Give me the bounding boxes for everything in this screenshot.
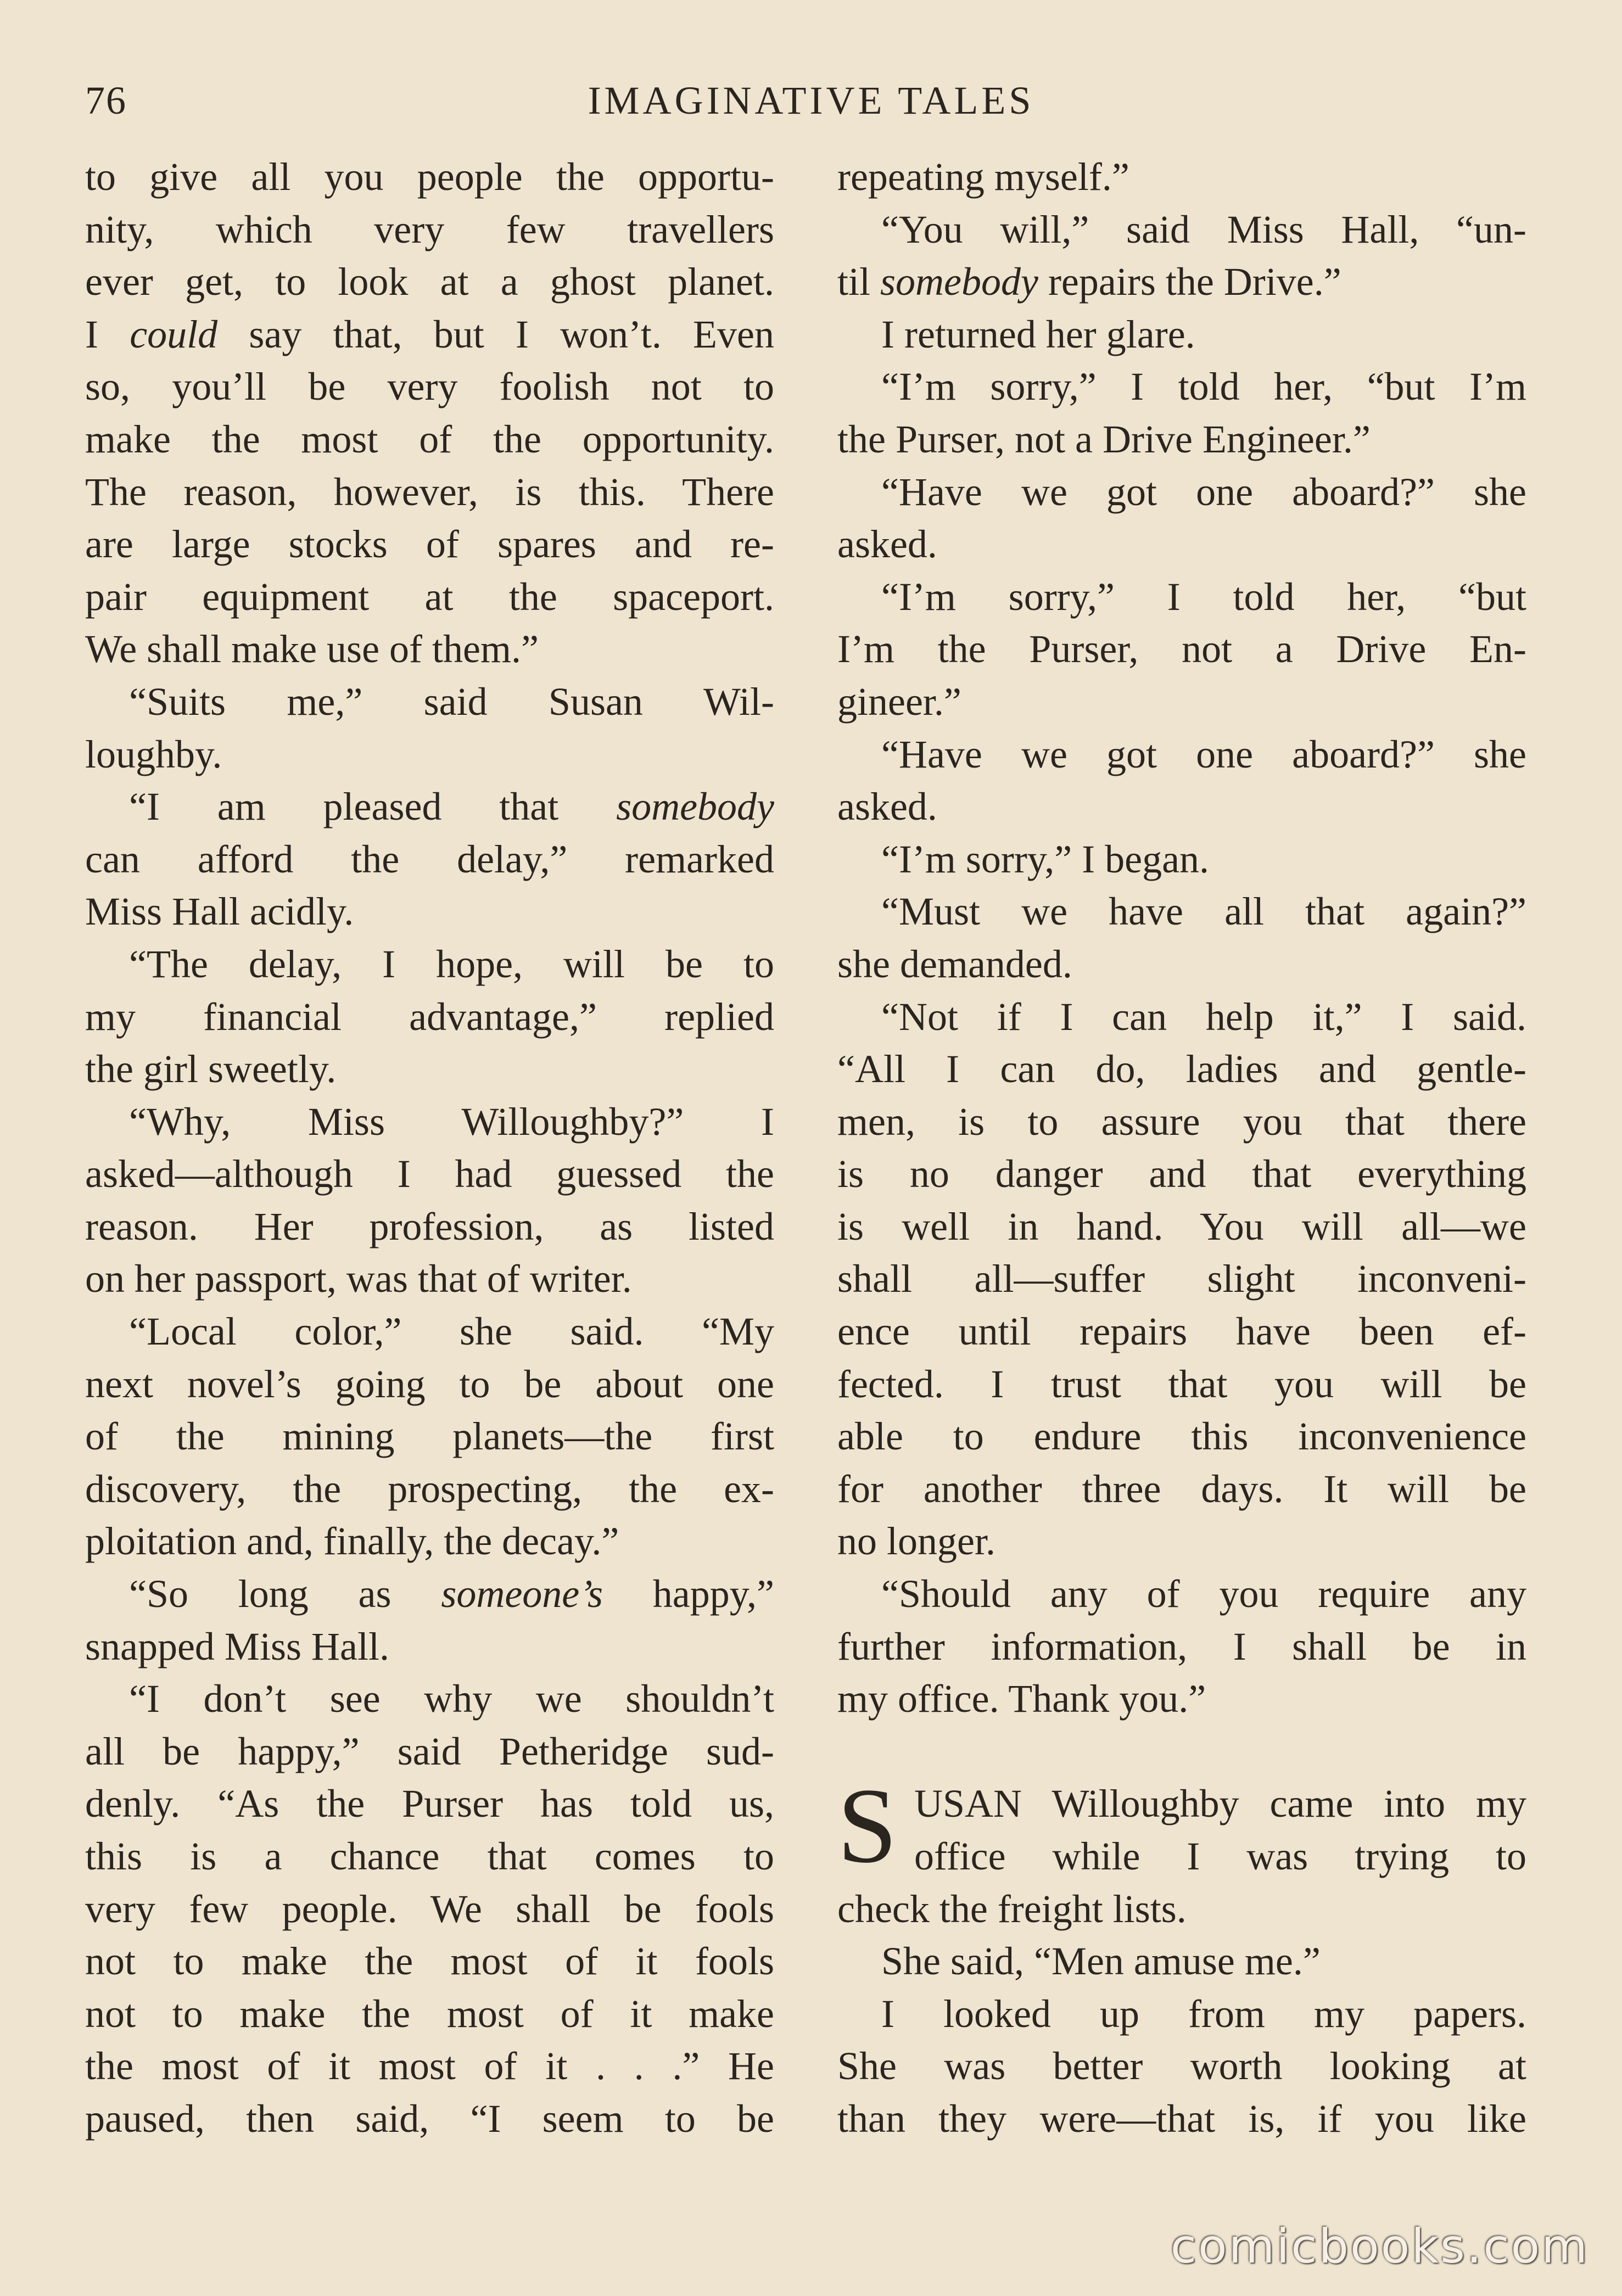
text-line: “I’m sorry,” I told her, “but I’m [881,365,1526,409]
text-line: “Have we got one aboard?” she [881,732,1526,776]
text-line: “I’m sorry,” I began. [881,837,1210,881]
text-line: for another three days. It will be [837,1466,1526,1511]
text-line: loughby. [85,732,222,776]
text-line: We shall make use of them.” [85,627,539,671]
text-line: She was better worth looking at [837,2044,1526,2088]
text-line: than they were—that is, if you like [837,2096,1526,2141]
text-line: not to make the most of it fools [85,1939,774,1984]
text-line: asked. [837,522,937,567]
text-line: no longer. [837,1519,995,1564]
text-line: men, is to assure you that there [837,1099,1526,1144]
text-line: very few people. We shall be fools [85,1886,774,1931]
text-line: I could say that, but I won’t. Even [85,312,774,356]
text-line: The reason, however, is this. There [85,469,774,514]
left-column [85,151,774,2146]
text-line: the Purser, not a Drive Engineer.” [837,417,1371,461]
text-line: is well in hand. You will all—we [837,1204,1526,1248]
text-line: are large stocks of spares and re- [85,522,774,567]
text-line: my office. Thank you.” [837,1677,1206,1721]
text-line: “Not if I can help it,” I said. [881,994,1526,1039]
text-line: “Must we have all that again?” [881,889,1526,934]
text-line: further information, I shall be in [837,1624,1526,1668]
text-line: fected. I trust that you will be [837,1362,1526,1406]
text-line: “Suits me,” said Susan Wil- [129,679,774,724]
text-line: I’m the Purser, not a Drive En- [837,627,1526,671]
text-line: ence until repairs have been ef- [837,1309,1526,1354]
text-line: discovery, the prospecting, the ex- [85,1466,774,1511]
text-line: USAN Willoughby came into my [914,1782,1526,1826]
text-line: “All I can do, ladies and gentle- [837,1047,1526,1091]
text-line: til somebody repairs the Drive.” [837,260,1341,304]
text-line: this is a chance that comes to [85,1834,774,1878]
text-line: “Local color,” she said. “My [129,1309,774,1354]
text-line: paused, then said, “I seem to be [85,2096,774,2141]
text-line: Miss Hall acidly. [85,889,354,934]
text-line: “Should any of you require any [881,1572,1526,1616]
text-line: is no danger and that everything [837,1152,1526,1196]
text-line: “The delay, I hope, will be to [129,942,774,986]
text-line: asked. [837,785,937,829]
text-line: shall all—suffer slight inconveni- [837,1257,1526,1301]
text-line: she demanded. [837,942,1072,986]
watermark: comicbooks.com [1170,2219,1589,2274]
text-line: I returned her glare. [881,312,1195,356]
text-line: denly. “As the Purser has told us, [85,1782,774,1826]
text-line: “I don’t see why we shouldn’t [129,1677,774,1721]
text-line: on her passport, was that of writer. [85,1257,632,1301]
running-head: IMAGINATIVE TALES [588,79,1034,122]
text-line: the most of it most of it . . .” He [85,2044,774,2088]
text-line: ploitation and, finally, the decay.” [85,1519,619,1564]
page-header [85,78,1537,133]
text-line: repeating myself.” [837,155,1129,199]
text-line: the girl sweetly. [85,1047,337,1091]
text-line: can afford the delay,” remarked [85,837,774,881]
text-line: not to make the most of it make [85,1991,774,2036]
text-line: I looked up from my papers. [881,1991,1526,2036]
text-line: snapped Miss Hall. [85,1624,389,1668]
text-line: to give all you people the opportu- [85,155,774,199]
text-line: nity, which very few travellers [85,207,774,251]
text-line: “I’m sorry,” I told her, “but [881,574,1526,619]
text-line: all be happy,” said Petheridge sud- [85,1729,774,1773]
text-line: “So long as someone’s happy,” [129,1572,774,1616]
text-line: asked—although I had guessed the [85,1152,774,1196]
text-line: make the most of the opportunity. [85,417,774,461]
text-line: my financial advantage,” replied [85,994,774,1039]
text-line: check the freight lists. [837,1886,1187,1931]
text-line: “Why, Miss Willoughby?” I [129,1099,774,1144]
text-line: pair equipment at the spaceport. [85,574,774,619]
right-column [837,151,1526,2146]
section-break [837,1726,1526,1778]
text-line: gineer.” [837,679,961,724]
text-line: next novel’s going to be about one [85,1362,774,1406]
page-number: 76 [85,79,127,122]
drop-cap: S [837,1766,898,1885]
text-line: reason. Her profession, as listed [85,1204,774,1248]
text-line: “I am pleased that somebody [129,785,774,829]
text-line: of the mining planets—the first [85,1414,774,1459]
text-line: able to endure this inconvenience [837,1414,1526,1459]
text-line: ever get, to look at a ghost planet. [85,260,774,304]
text-line: She said, “Men amuse me.” [881,1939,1321,1984]
text-line: “Have we got one aboard?” she [881,469,1526,514]
text-line: office while I was trying to [914,1834,1526,1878]
text-line: “You will,” said Miss Hall, “un- [881,207,1526,251]
text-line: so, you’ll be very foolish not to [85,365,774,409]
